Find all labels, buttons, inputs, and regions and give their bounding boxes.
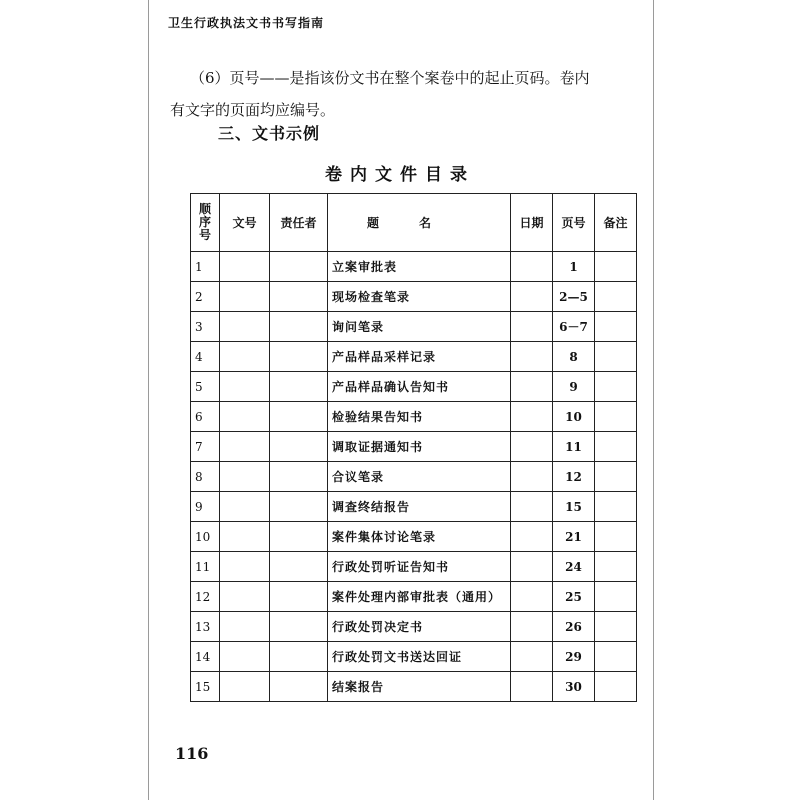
cell-seq: 9 — [191, 492, 220, 522]
cell-remarks — [595, 642, 637, 672]
cell-title: 现场检查笔录 — [328, 282, 511, 312]
cell-doc-no — [220, 252, 270, 282]
cell-seq: 14 — [191, 642, 220, 672]
header-page: 页号 — [553, 194, 595, 252]
cell-responsible — [270, 432, 328, 462]
table-row — [191, 492, 637, 522]
cell-date — [511, 672, 553, 702]
cell-page: 25 — [553, 582, 595, 612]
cell-responsible — [270, 612, 328, 642]
cell-seq: 15 — [191, 672, 220, 702]
table-row — [191, 582, 637, 612]
table-row — [191, 642, 637, 672]
cell-seq: 11 — [191, 552, 220, 582]
cell-page: 8 — [553, 342, 595, 372]
cell-seq: 7 — [191, 432, 220, 462]
cell-doc-no — [220, 432, 270, 462]
cell-date — [511, 642, 553, 672]
cell-seq: 12 — [191, 582, 220, 612]
cell-date — [511, 252, 553, 282]
cell-seq: 6 — [191, 402, 220, 432]
section-heading: 三、文书示例 — [218, 124, 321, 143]
table-row — [191, 672, 637, 702]
cell-doc-no — [220, 492, 270, 522]
header-seq — [191, 194, 220, 252]
cell-responsible — [270, 252, 328, 282]
cell-date — [511, 402, 553, 432]
cell-remarks — [595, 432, 637, 462]
cell-remarks — [595, 612, 637, 642]
cell-remarks — [595, 342, 637, 372]
header-seq-char-2: 序 — [198, 215, 211, 229]
table-body — [191, 252, 637, 702]
header-seq-char-1: 顺 — [198, 202, 211, 216]
cell-title: 结案报告 — [328, 672, 511, 702]
cell-responsible — [270, 672, 328, 702]
cell-seq: 13 — [191, 612, 220, 642]
body-paragraph — [170, 62, 630, 126]
cell-page: 30 — [553, 672, 595, 702]
table-title: 卷内文件目录 — [325, 165, 475, 185]
cell-title: 立案审批表 — [328, 252, 511, 282]
cell-title: 产品样品采样记录 — [328, 342, 511, 372]
cell-responsible — [270, 342, 328, 372]
cell-responsible — [270, 642, 328, 672]
cell-date — [511, 582, 553, 612]
cell-seq: 1 — [191, 252, 220, 282]
cell-seq: 8 — [191, 462, 220, 492]
cell-responsible — [270, 552, 328, 582]
cell-responsible — [270, 312, 328, 342]
cell-title: 行政处罚听证告知书 — [328, 552, 511, 582]
table-row — [191, 552, 637, 582]
cell-seq: 4 — [191, 342, 220, 372]
cell-page: 12 — [553, 462, 595, 492]
cell-remarks — [595, 372, 637, 402]
cell-title: 产品样品确认告知书 — [328, 372, 511, 402]
cell-title: 调取证据通知书 — [328, 432, 511, 462]
header-date: 日期 — [511, 194, 553, 252]
cell-doc-no — [220, 582, 270, 612]
cell-remarks — [595, 252, 637, 282]
cell-date — [511, 282, 553, 312]
cell-title: 案件集体讨论笔录 — [328, 522, 511, 552]
paragraph-line-1: （6）页号——是指该份文书在整个案卷中的起止页码。卷内 — [190, 69, 590, 87]
cell-remarks — [595, 492, 637, 522]
cell-remarks — [595, 402, 637, 432]
table-row — [191, 432, 637, 462]
cell-date — [511, 462, 553, 492]
running-head: 卫生行政执法文书书写指南 — [168, 16, 325, 30]
cell-seq: 3 — [191, 312, 220, 342]
cell-doc-no — [220, 372, 270, 402]
table-row — [191, 612, 637, 642]
table-row — [191, 372, 637, 402]
cell-title: 案件处理内部审批表（通用） — [328, 582, 511, 612]
cell-title: 行政处罚文书送达回证 — [328, 642, 511, 672]
cell-remarks — [595, 312, 637, 342]
cell-responsible — [270, 462, 328, 492]
cell-remarks — [595, 672, 637, 702]
table-row — [191, 402, 637, 432]
cell-doc-no — [220, 642, 270, 672]
table-row — [191, 522, 637, 552]
header-doc-no: 文号 — [220, 194, 270, 252]
cell-doc-no — [220, 552, 270, 582]
cell-page: 6－7 — [553, 312, 595, 342]
cell-date — [511, 522, 553, 552]
cell-date — [511, 312, 553, 342]
table-row — [191, 282, 637, 312]
cell-page: 24 — [553, 552, 595, 582]
cell-doc-no — [220, 672, 270, 702]
cell-responsible — [270, 522, 328, 552]
cell-responsible — [270, 582, 328, 612]
cell-page: 29 — [553, 642, 595, 672]
cell-page: 1 — [553, 252, 595, 282]
cell-date — [511, 612, 553, 642]
cell-page: 10 — [553, 402, 595, 432]
cell-page: 9 — [553, 372, 595, 402]
cell-responsible — [270, 492, 328, 522]
header-remarks: 备注 — [595, 194, 637, 252]
cell-title: 检验结果告知书 — [328, 402, 511, 432]
cell-seq: 2 — [191, 282, 220, 312]
file-catalog-table — [190, 193, 637, 702]
cell-seq: 5 — [191, 372, 220, 402]
cell-page: 15 — [553, 492, 595, 522]
paragraph-line-2: 有文字的页面均应编号。 — [170, 101, 336, 119]
cell-doc-no — [220, 522, 270, 552]
cell-title: 调查终结报告 — [328, 492, 511, 522]
cell-doc-no — [220, 402, 270, 432]
cell-seq: 10 — [191, 522, 220, 552]
cell-remarks — [595, 282, 637, 312]
table-row — [191, 342, 637, 372]
header-responsible: 责任者 — [270, 194, 328, 252]
cell-doc-no — [220, 462, 270, 492]
cell-remarks — [595, 552, 637, 582]
cell-doc-no — [220, 312, 270, 342]
cell-doc-no — [220, 342, 270, 372]
page-number: 116 — [175, 744, 209, 763]
cell-responsible — [270, 282, 328, 312]
cell-date — [511, 552, 553, 582]
cell-date — [511, 372, 553, 402]
cell-page: 26 — [553, 612, 595, 642]
cell-title: 合议笔录 — [328, 462, 511, 492]
table-header-row — [191, 194, 637, 252]
cell-date — [511, 492, 553, 522]
cell-page: 2—5 — [553, 282, 595, 312]
table-row — [191, 252, 637, 282]
cell-date — [511, 342, 553, 372]
header-seq-char-3: 号 — [198, 228, 211, 242]
cell-page: 21 — [553, 522, 595, 552]
cell-responsible — [270, 402, 328, 432]
cell-remarks — [595, 582, 637, 612]
header-title: 题名 — [328, 194, 511, 252]
cell-date — [511, 432, 553, 462]
table-row — [191, 462, 637, 492]
cell-page: 11 — [553, 432, 595, 462]
cell-responsible — [270, 372, 328, 402]
cell-doc-no — [220, 612, 270, 642]
cell-doc-no — [220, 282, 270, 312]
cell-title: 行政处罚决定书 — [328, 612, 511, 642]
cell-remarks — [595, 522, 637, 552]
table-row — [191, 312, 637, 342]
cell-title: 询问笔录 — [328, 312, 511, 342]
cell-remarks — [595, 462, 637, 492]
